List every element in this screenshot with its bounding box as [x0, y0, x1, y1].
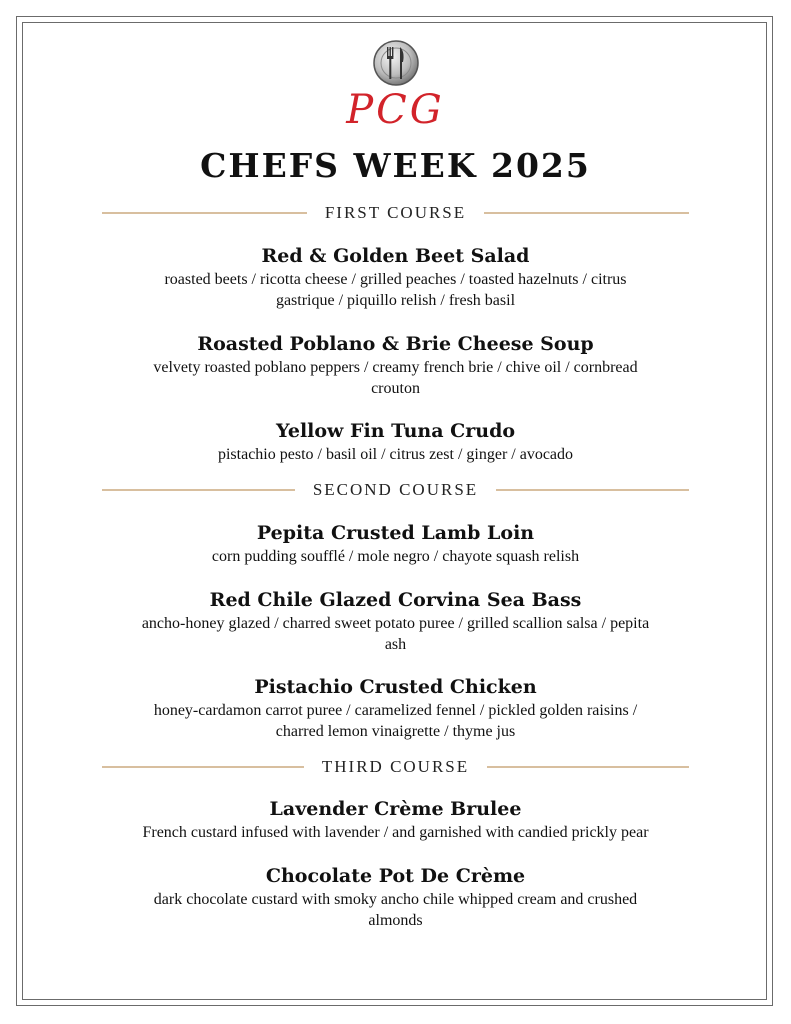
- dish-name: Yellow Fin Tuna Crudo: [275, 420, 516, 442]
- course-divider-first: [102, 203, 689, 223]
- dish-name: Pepita Crusted Lamb Loin: [256, 522, 535, 544]
- menu-item: [100, 674, 691, 742]
- pcg-logo: [0, 38, 791, 132]
- divider-line: [487, 766, 689, 768]
- dish-name: Lavender Crème Brulee: [269, 798, 522, 820]
- course-label: FIRST COURSE: [324, 203, 467, 222]
- menu-item: [100, 520, 691, 567]
- dish-description: velvety roasted poblano peppers / creamy french brie / chive oil / cornbread: [153, 359, 638, 376]
- dish-description: corn pudding soufflé / mole negro / chayote squash relish: [211, 548, 580, 565]
- divider-line: [484, 212, 689, 214]
- dish-description: gastrique / piquillo relish / fresh basil: [275, 292, 516, 309]
- dish-description: crouton: [371, 380, 420, 397]
- menu-item: [100, 418, 691, 465]
- fork-and-knife-plate-icon: [371, 38, 421, 88]
- dish-description: roasted beets / ricotta cheese / grilled peaches / toasted hazelnuts / citrus: [164, 271, 627, 288]
- course-label: SECOND COURSE: [312, 480, 479, 499]
- dish-description: French custard infused with lavender / and garnished with candied prickly pear: [142, 824, 649, 841]
- divider-line: [102, 212, 307, 214]
- divider-line: [102, 489, 295, 491]
- dish-description: dark chocolate custard with smoky ancho chile whipped cream and crushed: [153, 891, 638, 908]
- dish-name: Red & Golden Beet Salad: [261, 245, 530, 267]
- divider-line: [102, 766, 304, 768]
- dish-description: almonds: [368, 912, 423, 929]
- course-divider-second: [102, 480, 689, 500]
- dish-name: Roasted Poblano & Brie Cheese Soup: [197, 333, 594, 355]
- course-divider-third: [102, 757, 689, 777]
- dish-description: honey-cardamon carrot puree / caramelized fennel / pickled golden raisins /: [153, 702, 638, 719]
- dish-description: charred lemon vinaigrette / thyme jus: [275, 723, 516, 740]
- divider-line: [496, 489, 689, 491]
- dish-description: ancho-honey glazed / charred sweet potato puree / grilled scallion salsa / pepita: [141, 615, 650, 632]
- menu-item: [100, 331, 691, 399]
- dish-description: ash: [384, 636, 407, 653]
- page-title: CHEFS WEEK 2025: [200, 146, 591, 185]
- dish-description: pistachio pesto / basil oil / citrus zest / ginger / avocado: [217, 446, 574, 463]
- course-label: THIRD COURSE: [321, 757, 470, 776]
- dish-name: Red Chile Glazed Corvina Sea Bass: [209, 589, 582, 611]
- menu-item: [100, 796, 691, 843]
- logo-text: PCG: [346, 87, 445, 133]
- menu-item: [100, 863, 691, 931]
- menu-item: [100, 587, 691, 655]
- dish-name: Chocolate Pot De Crème: [265, 865, 526, 887]
- dish-name: Pistachio Crusted Chicken: [254, 676, 537, 698]
- menu-item: [100, 243, 691, 311]
